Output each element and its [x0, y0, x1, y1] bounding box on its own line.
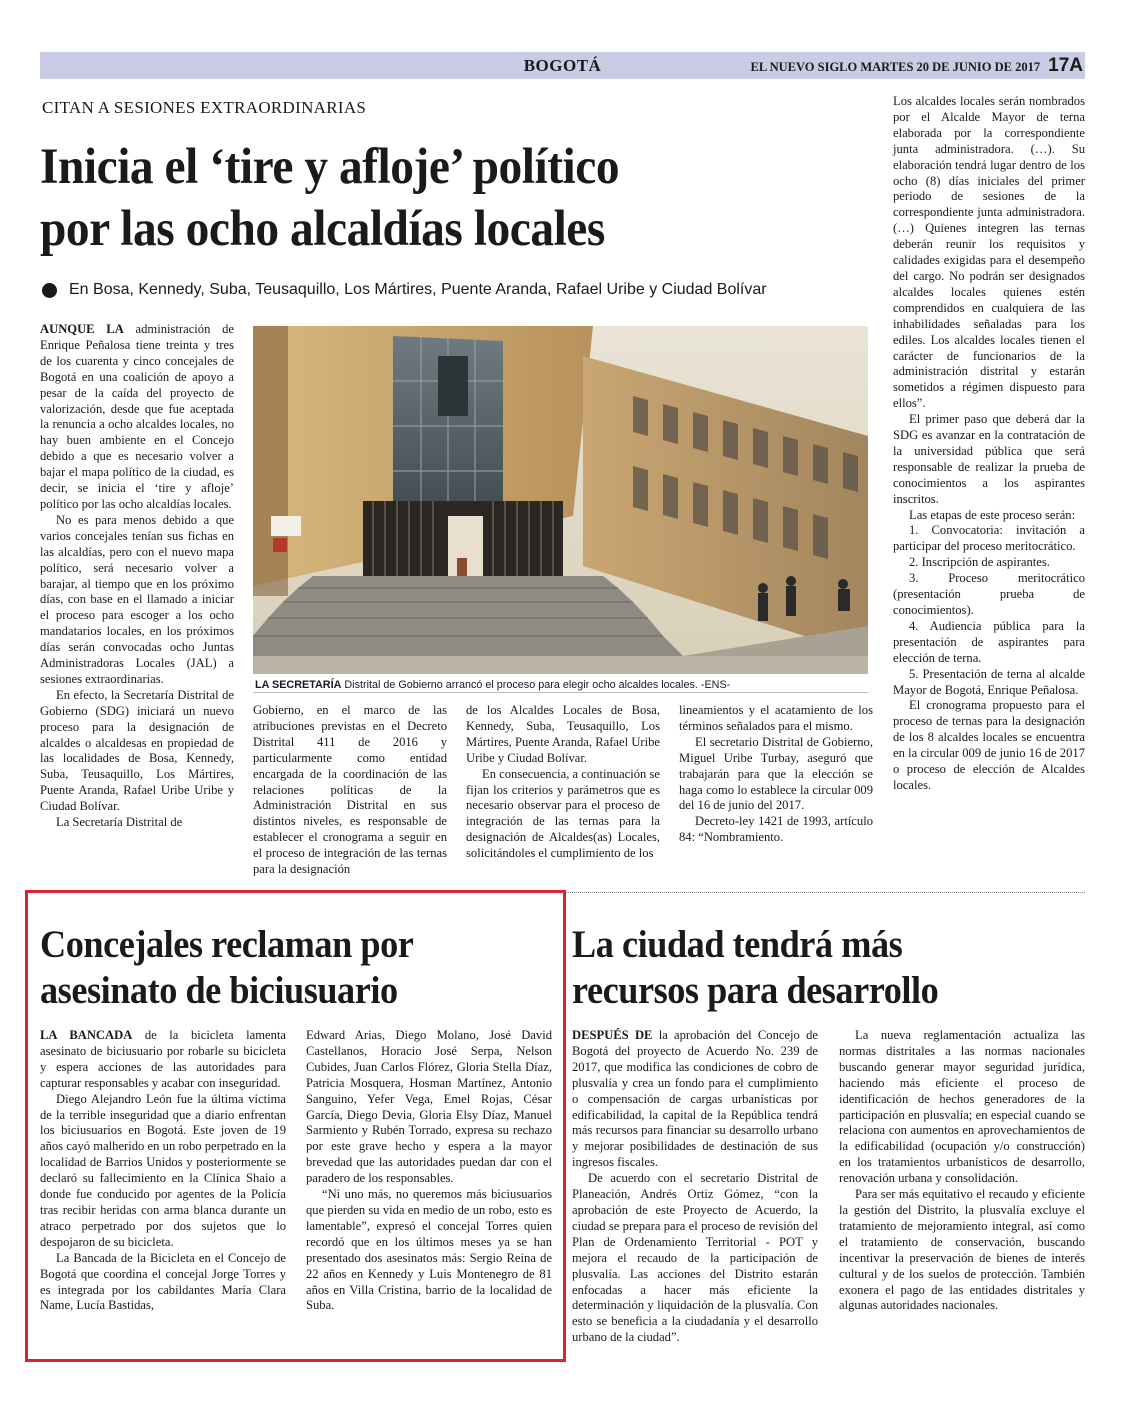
paragraph: De acuerdo con el secretario Distrital de Planeación, Andrés Ortiz Gómez, “con la aprobación de este Proyecto de Acuerdo, la ciudad se prepara para el proceso de revisión del Plan de Ordenamiento Territorial - POT y mejora el recaudo de la participación de plusvalía. Las acciones del Distrito estarán enfocadas a hacer más eficiente la determinación y liquidación de la plusvalía. Con esto se beneficia a la ciudadanía y el desarrollo urbano de la ciudad”.	[572, 1171, 818, 1345]
subhead	[42, 281, 767, 299]
main-headline-line-1: Inicia el ‘tire y afloje’ político	[40, 139, 620, 195]
paragraph: Para ser más equitativo el recaudo y eficiente la gestión del Distrito, la plusvalía excluye el tratamiento de mejoramiento integral, así como el tratamiento de conservación, buscando incentivar la preservación de bienes de interés cultural y de los suelos de protección. También exonera el pago de las entidades distritales y algunas autoridades nacionales.	[839, 1187, 1085, 1313]
paragraph-text: de la bicicleta lamenta asesinato de biciusuario por robarle su bicicleta y espera acciones de las autoridades para capturar responsables y acabar con inseguridad.	[40, 1028, 286, 1090]
cyclist-headline-line-2: asesinato de biciusuario	[40, 969, 398, 1012]
main-col-5	[893, 94, 1085, 794]
kicker: CITAN A SESIONES EXTRAORDINARIAS	[42, 98, 367, 117]
cyclist-headline	[40, 922, 524, 1014]
paragraph	[572, 1028, 818, 1171]
page-number: 17A	[1048, 55, 1083, 76]
lead-in: AUNQUE LA	[40, 322, 124, 336]
cyclist-col-2	[306, 1028, 552, 1314]
resources-headline	[572, 922, 1046, 1014]
paragraph	[40, 322, 234, 513]
paragraph: Gobierno, en el marco de las atribuciones previstas en el Decreto Distrital 411 de 2016 y particularmente como entidad encargada de la coordinación de las relaciones políticas de la Administración Distrital en sus distintos niveles, es responsable de establecer el cronograma a seguir en el proceso de integración de las ternas para la designación	[253, 703, 447, 877]
paragraph: El cronograma propuesto para el proceso de ternas para la designación de los 8 alcaldes locales se encuentra en la circular 009 de junio 16 de 2017 o proceso de elección de Alcaldes locales.	[893, 698, 1085, 792]
process-step: 3. Proceso meritocrático (presentación prueba de conocimientos).	[893, 571, 1085, 617]
paragraph: “Ni uno más, no queremos más biciusuarios que pierden su vida en medio de un robo, esto es lamentable”, expresó el concejal Torres quien recordó que en los últimos meses ya se han presentado dos asesinatos más: Sergio Reina de 22 años en Kennedy y Luis Montenegro de 81 años en Villa Cristina, barrio de la localidad de Suba.	[306, 1187, 552, 1313]
main-col-3	[466, 703, 660, 862]
section-name: BOGOTÁ	[523, 56, 602, 75]
caption-lead: LA SECRETARÍA	[255, 679, 342, 691]
building-photo	[253, 326, 868, 674]
publication-date: EL NUEVO SIGLO MARTES 20 DE JUNIO DE 2017	[750, 60, 1041, 74]
cyclist-col-1	[40, 1028, 286, 1314]
main-headline	[40, 136, 821, 260]
paragraph: En efecto, la Secretaría Distrital de Gobierno (SDG) iniciará un nuevo proceso para la designación de alcaldes o alcaldesas en propiedad de las localidades de Bosa, Kennedy, Suba, Teusaquillo, Los Mártires, Puente Aranda, Rafael Uribe Uribe y Ciudad Bolívar.	[40, 687, 234, 814]
photo-caption	[255, 679, 867, 691]
resources-headline-line-1: La ciudad tendrá más	[572, 923, 903, 966]
caption-rule	[253, 692, 868, 693]
paragraph: La Bancada de la Bicicleta en el Concejo de Bogotá que coordina el concejal Jorge Torres y es integrada por los cabildantes María Clara Name, Lucía Bastidas,	[40, 1250, 286, 1313]
masthead-info	[751, 55, 1084, 77]
paragraph: El secretario Distrital de Gobierno, Miguel Uribe Turbay, aseguró que trabajarán para que la elección se haga como lo establece la circular 009 del 16 de junio del 2017.	[679, 734, 873, 813]
paragraph: Las etapas de este proceso serán:	[909, 507, 1076, 522]
main-col-1	[40, 322, 234, 831]
paragraph	[40, 1028, 286, 1092]
resources-col-2	[839, 1028, 1085, 1314]
caption-text: Distrital de Gobierno arrancó el proceso para elegir ocho alcaldes locales. -ENS-	[341, 679, 731, 691]
main-col-4	[679, 703, 873, 846]
resources-col-1	[572, 1028, 818, 1346]
paragraph: En consecuencia, a continuación se fijan los criterios y parámetros que es necesario observar para el proceso de integración de las ternas para la designación de Alcaldes(as) Locales, solicitándoles el cumplimiento de los	[466, 766, 660, 861]
paragraph: La Secretaría Distrital de	[56, 815, 183, 830]
paragraph: El primer paso que deberá dar la SDG es avanzar en la contratación de la universidad pública que será responsable de realizar la prueba de conocimientos a los aspirantes inscritos.	[893, 412, 1085, 506]
paragraph-text: administración de Enrique Peñalosa tiene treinta y tres de los cuarenta y cinco concejales de Bogotá en una coalición de apoyo a pesar de la caída del proyecto de valorización, desde que fue aceptada la renuncia a ocho alcaldes locales, no hay buen ambiente en el Concejo debido a que es necesario volver a bajar el mapa político de la ciudad, es decir, se inicia el ‘tire y afloje’ político por las ocho alcaldías locales.	[40, 322, 235, 511]
process-step: 5. Presentación de terna al alcalde Mayor de Bogotá, Enrique Peñalosa.	[893, 666, 1085, 697]
paragraph-text: la aprobación del Concejo de Bogotá del proyecto de Acuerdo No. 239 de 2017, que modifica las condiciones de cobro de plusvalía y crea un fondo para el cumplimiento o compensación de cargas urbanísticas por edificabilidad, la capital de la República tendrá más recursos para financiar su desarrollo urbano y mejorar posibilidades de destinación de sus ingresos fiscales.	[572, 1028, 818, 1170]
main-headline-line-2: por las ocho alcaldías locales	[40, 201, 605, 257]
paragraph: La nueva reglamentación actualiza las normas distritales a las normas nacionales buscando generar mayor seguridad jurídica, haciendo más eficiente el proceso de identificación de hechos generadores de la participación en plusvalía; en especial cuando se relaciona con aumentos en aprovechamientos de la edificabilidad (ocupación y/o construcción) en los tratamientos urbanísticos de desarrollo, renovación urbana y consolidación.	[839, 1028, 1085, 1186]
paragraph: Diego Alejandro León fue la última víctima de la terrible inseguridad que a diario enfrentan los biciusuarios en Bogotá. Este joven de 19 años cayó malherido en un robo perpetrado en la localidad de Barrios Unidos y posteriormente se declaró su fallecimiento en la Clínica Shaio a donde fue conducido por agentes de la Policía tras recibir heridas con arma blanca durante un atraco perpetrado por dos sujetos que lo despojaron de su bicicleta.	[40, 1091, 286, 1249]
main-col-2	[253, 703, 447, 878]
paragraph: No es para menos debido a que varios concejales tenían sus fichas en las alcaldías, pero con el nuevo mapa político, será necesario volver a barajar, al tiempo que en los próximo días, con base en el llamado a iniciar el proceso para escoger a los ocho mandatarios locales, en los próximos días serán convocadas ocho Juntas Administradoras Locales (JAL) a sesiones extraordinarias.	[40, 512, 234, 686]
process-step: 2. Inscripción de aspirantes.	[909, 555, 1050, 570]
paragraph: de los Alcaldes Locales de Bosa, Kennedy, Suba, Teusaquillo, Los Mártires, Puente Aranda, Rafael Uribe Uribe y Ciudad Bolívar.	[466, 703, 660, 765]
process-step: 1. Convocatoria: invitación a participar del proceso meritocrático.	[893, 523, 1085, 554]
building-illustration	[253, 326, 868, 674]
paragraph: lineamientos y el acatamiento de los términos señalados para el mismo.	[679, 703, 873, 733]
paragraph: Decreto-ley 1421 de 1993, artículo 84: “Nombramiento.	[679, 814, 873, 845]
subhead-text: En Bosa, Kennedy, Suba, Teusaquillo, Los Mártires, Puente Aranda, Rafael Uribe y Ciudad Bolívar	[69, 281, 767, 298]
bullet-icon	[42, 283, 57, 298]
paragraph: Los alcaldes locales serán nombrados por el Alcalde Mayor de terna elaborada por la correspondiente junta administradora. (…). Su elaboración tendrá lugar dentro de los ocho (8) días iniciales del primer periodo de sesiones de la correspondiente junta administradora. (…) Quienes integren las ternas deberán reunir los requisitos y calidades exigidas para el desempeño del cargo. No podrán ser designados alcaldes locales quienes estén comprendidos en cualquiera de las inhabilidades señaladas para los ediles. Los alcaldes locales tienen el carácter de funcionarios de la administración distrital y estarán sometidos a régimen dispuesto para ellos”.	[893, 94, 1085, 411]
paragraph: Edward Arias, Diego Molano, José David Castellanos, Horacio José Serpa, Nelson Cubides, Juan Carlos Flórez, Gloria Stella Díaz, Patricia Mosquera, Hosman Martínez, Antonio Sanguino, Yefer Vega, Emel Rojas, César García, Diego Devia, Gloria Elsy Díaz, Manuel Sarmiento y Rubén Torrado, expresa su rechazo por este grave hecho y espera a la mayor brevedad que las autoridades puedan dar con el paradero de los responsables.	[306, 1028, 552, 1186]
resources-headline-line-2: recursos para desarrollo	[572, 969, 939, 1012]
cyclist-headline-line-1: Concejales reclaman por	[40, 923, 414, 966]
lead-in: DESPUÉS DE	[572, 1028, 653, 1042]
lead-in: LA BANCADA	[40, 1028, 133, 1042]
process-step: 4. Audiencia pública para la presentación de aspirantes para elección de terna.	[893, 618, 1085, 665]
